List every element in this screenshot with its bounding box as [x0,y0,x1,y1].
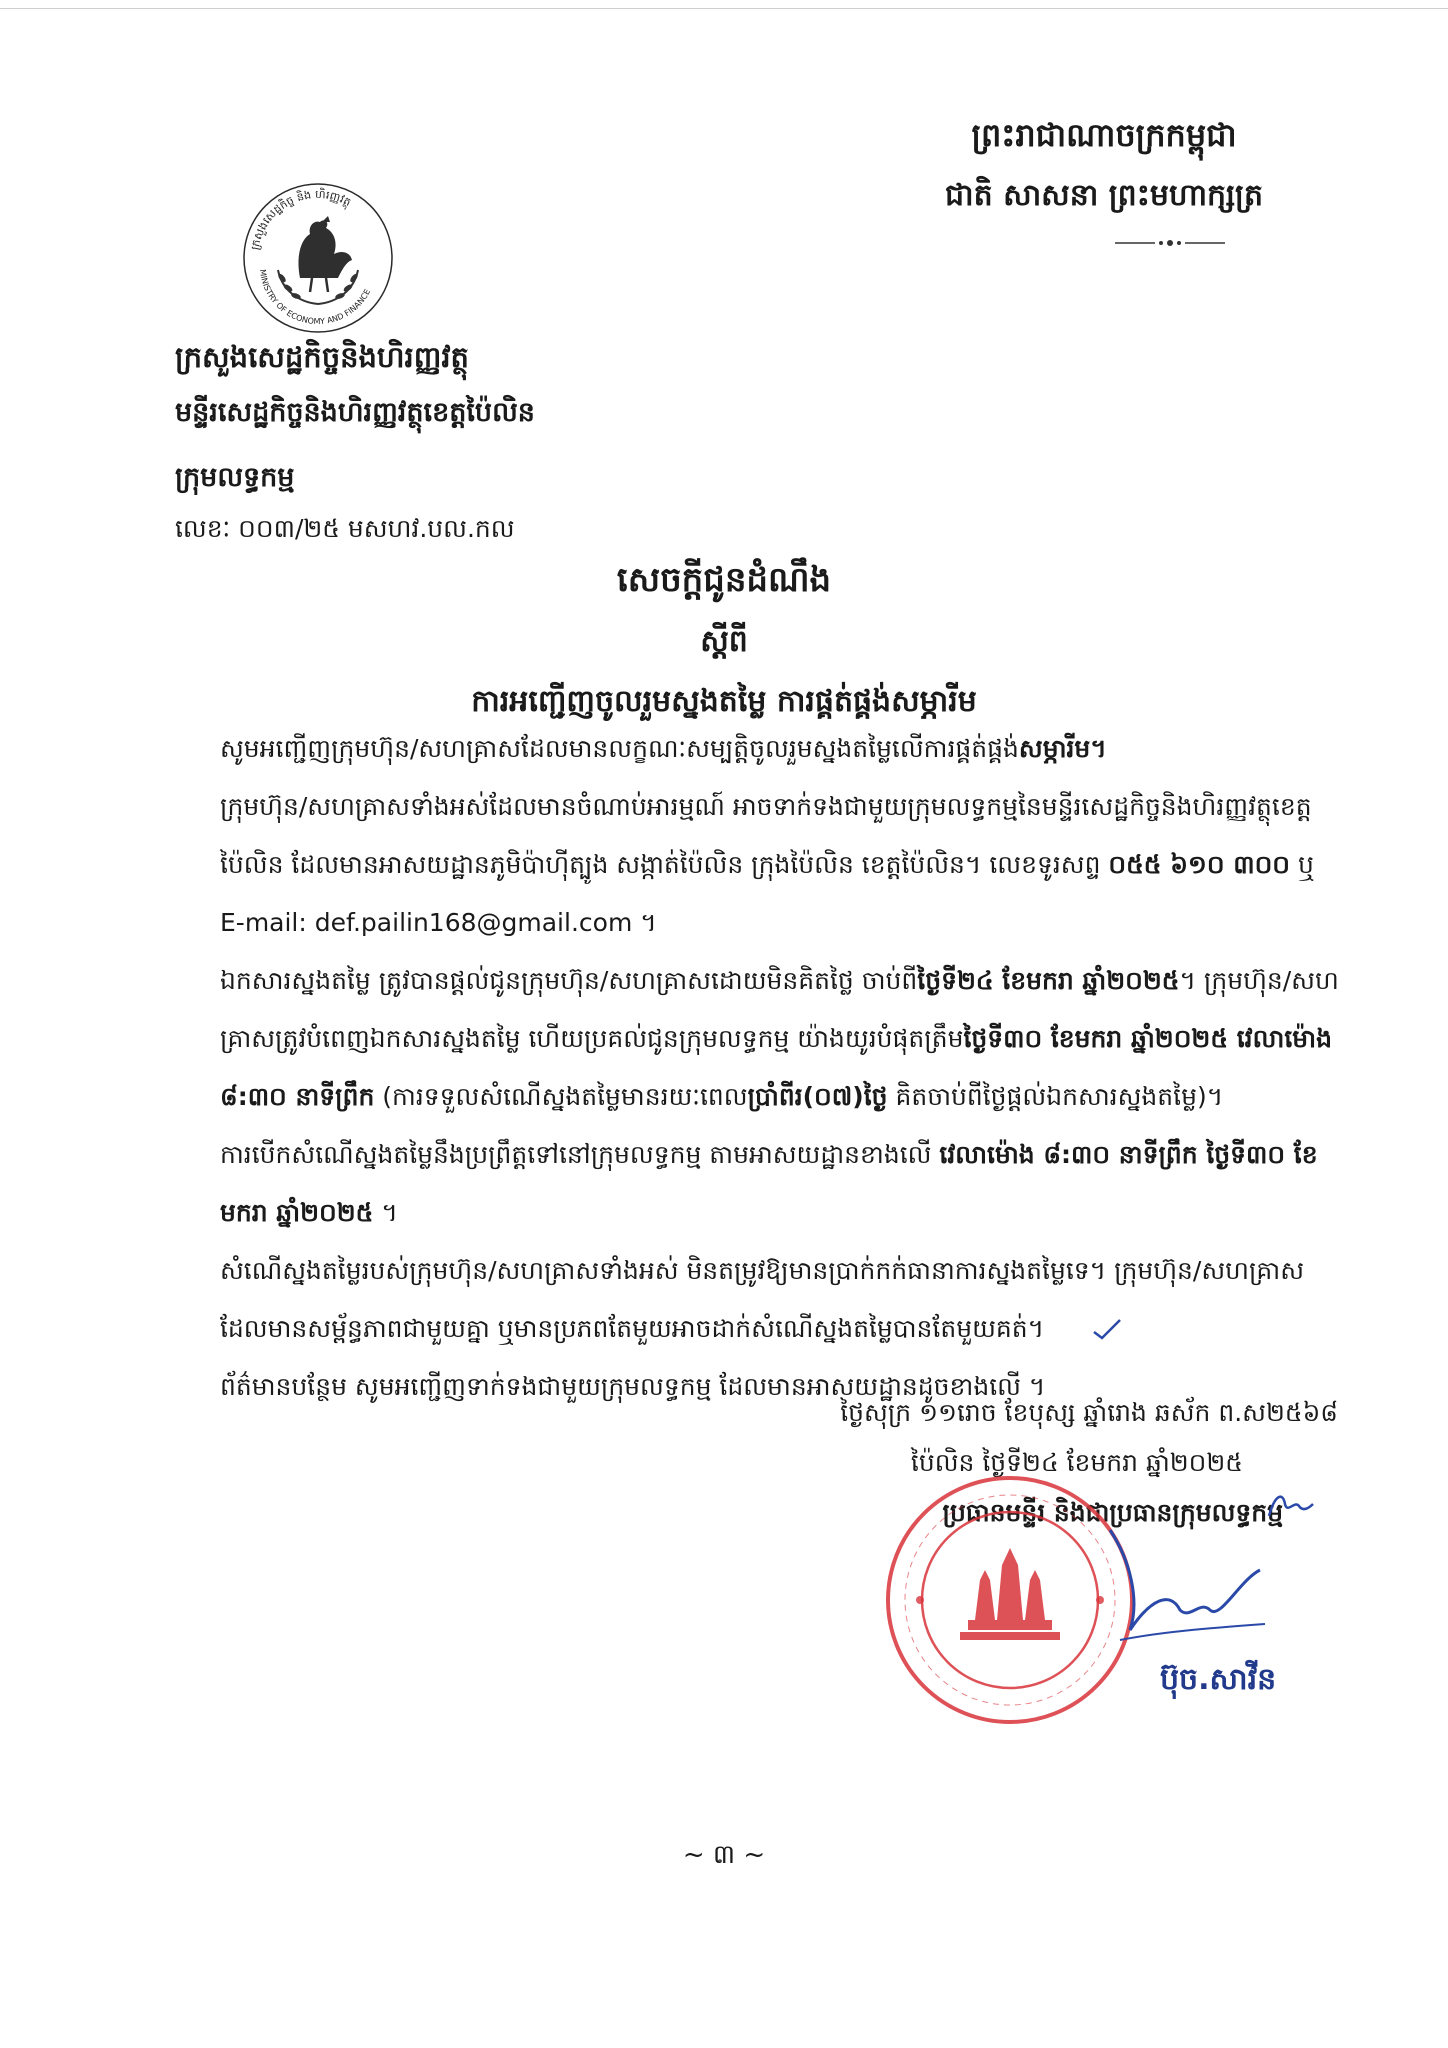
p2-text: ក្រុមហ៊ុន/សហគ្រាសទាំងអស់ដែលមានចំណាប់អារម្មណ៍ អាចទាក់ទងជាមួយក្រុមលទ្ធកម្មនៃមន្ទីរសេដ្ឋកិច្ចនិងហិរញ្ញវត្ថុខេត្តប៉ៃលិន ដែលមានអាសយដ្ឋានភូមិប៉ាហ៊ីត្បូង សង្កាត់ប៉ៃលិន ក្រុងប៉ៃលិន ខេត្តប៉ៃលិន។ លេខទូរសព្ទ [220,792,1312,879]
logo-ring-english: MINISTRY OF ECONOMY AND FINANCE [258,268,373,327]
p1-bold: សម្ភារីម។ [1018,734,1107,763]
p5-text: សំណើស្នងតម្លៃរបស់ក្រុមហ៊ុន/សហគ្រាសទាំងអស់ មិនតម្រូវឱ្យមានប្រាក់កក់ធានាការស្នងតម្លៃទេ។ ក្រុមហ៊ុន/សហគ្រាសដែលមានសម្ព័ន្ធភាពជាមួយគ្នា ឬមានប្រភពតែមួយអាចដាក់សំណើស្នងតម្លៃបានតែមួយគត់។ [220,1256,1305,1343]
paragraph-5 [220,1242,1340,1358]
p3-text-c: (ការទទួលសំណើស្នងតម្លៃមានរយៈពេល [382,1082,748,1111]
title-line-2: ស្តីពី [700,624,748,659]
logo-ring-khmer: ក្រសួងសេដ្ឋកិច្ច និង ហិរញ្ញវត្ថុ [248,187,354,252]
kingdom-line-1: ព្រះរាជាណាចក្រកម្ពុជា [971,116,1237,154]
kingdom-line-2: ជាតិ សាសនា ព្រះមហាក្សត្រ [945,178,1263,213]
p3-text-a: ឯកសារស្នងតម្លៃ ត្រូវបានផ្តល់ជូនក្រុមហ៊ុន/សហគ្រាសដោយមិនគិតថ្លៃ ចាប់ពី [220,966,918,995]
phone-number: ០៥៥ ៦១០ ៣០០ [1108,850,1290,879]
ministry-logo-icon [238,178,398,338]
ornament-divider-icon [1115,238,1225,248]
solar-date: ប៉ៃលិន ថ្ងៃទី២៤ ខែមករា ឆ្នាំ២០២៥ [910,1448,1243,1477]
reference-number: លេខៈ ០០៣/២៥ មសហវ.បល.កល [175,514,515,543]
sender-block [175,340,535,550]
unit-name: ក្រុមលទ្ធកម្ម [175,462,295,493]
p3-text-b: ។ ក្រុមហ៊ុន/សហគ្រាសត្រូវបំពេញឯកសារស្នងតម្លៃ ហើយប្រគល់ជូនក្រុមលទ្ធកម្ម យ៉ាងយូរបំផុតត្រឹម [220,966,1339,1053]
svg-text:ក្រសួងសេដ្ឋកិច្ច និង ហិរញ្ញវត្ [248,187,353,251]
paragraph-4 [220,1126,1340,1242]
p3-deadline: ថ្ងៃទី៣០ ខែមករា ឆ្នាំ២០២៥ វេលាម៉ោង ៨:៣០ នាទីព្រឹក [220,1024,1332,1111]
p4-opening-time: វេលាម៉ោង ៨:៣០ នាទីព្រឹក ថ្ងៃទី៣០ ខែមករា ឆ្នាំ២០២៥ [220,1140,1318,1227]
title-line-3: ការអញ្ជើញចូលរួមស្នងតម្លៃ ការផ្គត់ផ្គង់សម្ភារីម [471,684,977,719]
p1-text: សូមអញ្ជើញក្រុមហ៊ុន/សហគ្រាសដែលមានលក្ខណៈសម្បត្តិចូលរួមស្នងតម្លៃលើការផ្គត់ផ្គង់ [220,734,1019,763]
lunar-date: ថ្ងៃសុក្រ ១១រោច ខែបុស្ស ឆ្នាំរោង ឆស័ក ព.ស២៥៦៨ [840,1398,1338,1427]
signer-name: ប៊ុច.សាវីន [1160,1662,1277,1697]
ministry-name: ក្រសួងសេដ្ឋកិច្ចនិងហិរញ្ញវត្ថុ [175,340,469,374]
signer-position: ប្រធានមន្ទីរ និងជាប្រធានក្រុមលទ្ធកម្ម [942,1498,1283,1527]
title-line-1: សេចក្តីជូនដំណឹង [616,560,832,600]
paragraph-2 [220,778,1340,952]
department-name: មន្ទីរសេដ្ឋកិច្ចនិងហិរញ្ញវត្ថុខេត្តប៉ៃលិន [175,397,535,428]
signature-icon [1100,1520,1270,1650]
notice-body [220,720,1340,1416]
scan-edge-line [0,8,1448,9]
p3-text-d: គិតចាប់ពីថ្ងៃផ្តល់ឯកសារស្នងតម្លៃ)។ [895,1082,1224,1111]
p4-end: ។ [381,1198,398,1227]
tick-mark-icon [1092,1318,1122,1342]
p3-days: ប្រាំពីរ(០៧)ថ្ងៃ [747,1082,888,1111]
paragraph-3 [220,952,1340,1126]
page-number: ~ ៣ ~ [682,1840,766,1870]
p2-end: ។ [640,908,657,937]
kingdom-header [945,115,1263,220]
p6-text: ព័ត៌មានបន្ថែម សូមអញ្ជើញទាក់ទងជាមួយក្រុមលទ្ធកម្ម ដែលមានអាសយដ្ឋានដូចខាងលើ ។ [220,1372,1046,1401]
p4-text: ការបើកសំណើស្នងតម្លៃនឹងប្រព្រឹត្តទៅនៅក្រុមលទ្ធកម្ម តាមអាសយដ្ឋានខាងលើ [220,1140,932,1169]
notice-title [0,558,1448,726]
initial-signature-icon [1265,1490,1315,1520]
p2-or: ឬ [1297,850,1314,879]
email-address: E-mail: def.pailin168@gmail.com [220,908,633,937]
p3-start-date: ថ្ងៃទី២៤ ខែមករា ឆ្នាំ២០២៥ [917,966,1180,995]
paragraph-1 [220,720,1340,778]
